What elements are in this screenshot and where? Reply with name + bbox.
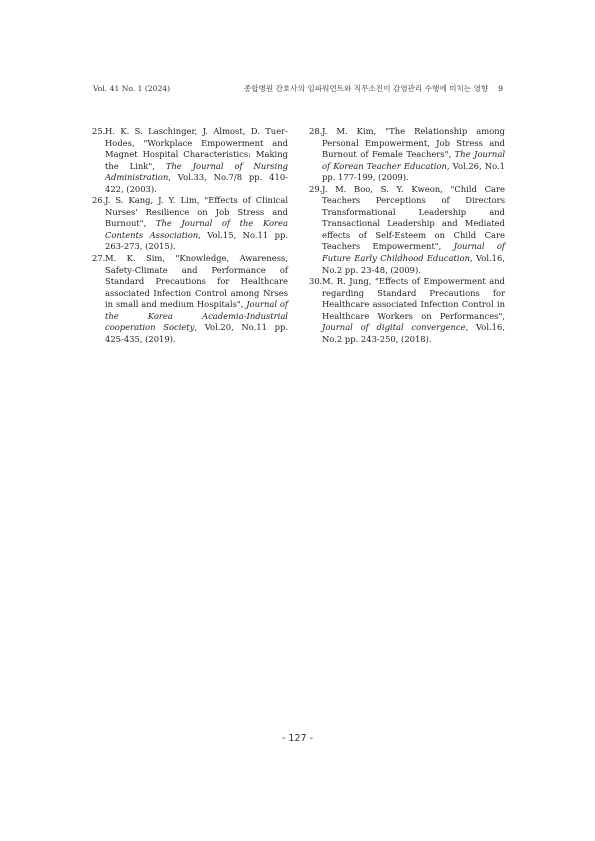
reference-journal: The Journal of Korean Teacher Education xyxy=(322,149,505,171)
references-column-left xyxy=(92,126,288,345)
reference-number: 29. xyxy=(309,183,323,194)
header-page-number: 9 xyxy=(498,84,503,93)
reference-volume-pages: , Vol.20, No.11 pp. 425-435, (2019). xyxy=(105,322,288,344)
reference-authors-title: J. S. Kang, J. Y. Lim, "Effects of Clinical Nurses' Resilience on Job Stress and Burnout", xyxy=(105,195,288,229)
reference-journal: The Journal of Nursing Administration xyxy=(105,160,289,183)
reference-volume-pages: , Vol.16, No.2 pp. 243-250, (2018). xyxy=(322,322,505,344)
reference-volume-pages: , Vol.33, No.7/8 pp. 410-422, (2003). xyxy=(105,172,288,194)
reference-journal: Journal of digital convergence xyxy=(322,322,466,333)
reference-entry-25 xyxy=(92,126,288,195)
reference-entry-30 xyxy=(309,276,505,345)
footer-page-number: - 127 - xyxy=(281,733,314,744)
reference-number: 28. xyxy=(309,126,323,136)
reference-entry-28 xyxy=(309,126,505,184)
reference-journal: Journal of the Korea Academia-Industrial cooperation Society xyxy=(105,299,289,333)
reference-volume-pages: , Vol.15, No.11 pp. 263-273, (2015). xyxy=(105,229,288,252)
page-footer xyxy=(0,733,595,745)
reference-authors-title: J. M. Boo, S. Y. Kweon, "Child Care Teachers Perceptions of Directors Transformational Leadership and Transactional Leadership and Mediated effects of Self-Esteem on Child Care Teachers Empowerment", xyxy=(322,183,505,252)
reference-number: 27. xyxy=(92,253,106,264)
reference-entry-26 xyxy=(92,195,288,253)
reference-journal: Journal of Future Early Childhood Education xyxy=(322,241,505,264)
reference-authors-title: J. M. Kim, "The Relationship among Personal Empowerment, Job Stress and Burnout of Female Teachers", xyxy=(322,126,505,160)
reference-number: 30. xyxy=(309,276,323,287)
journal-volume-issue: Vol. 41 No. 1 (2024) xyxy=(93,84,171,93)
running-title-group xyxy=(244,83,503,95)
reference-volume-pages: , Vol.16, No.2 pp. 23-48, (2009). xyxy=(322,253,505,275)
reference-number: 26. xyxy=(92,195,106,206)
running-header xyxy=(93,83,503,95)
reference-authors-title: M. K. Sim, "Knowledge, Awareness, Safety-Climate and Performance of Standard Precautions for Healthcare associated Infection Control among Nrses in small and medium Hospitals", xyxy=(105,253,288,310)
reference-entry-27 xyxy=(92,253,288,345)
reference-entry-29 xyxy=(309,184,505,276)
reference-journal: The Journal of the Korea Contents Association xyxy=(105,218,288,240)
reference-volume-pages: , Vol.26, No.1 pp. 177-199, (2009). xyxy=(322,160,505,183)
reference-authors-title: H. K. S. Laschinger, J. Almost, D. Tuer-Hodes, "Workplace Empowerment and Magnet Hospital Characteristics: Making the Link", xyxy=(105,126,288,171)
running-title: 종합병원 간호사의 임파워먼트와 직무소진이 감염관리 수행에 미치는 영향 xyxy=(243,84,489,93)
reference-authors-title: M. R. Jung, "Effects of Empowerment and regarding Standard Precautions for Healthcare associated Infection Control in Healthcare Workers on Performances", xyxy=(322,276,505,321)
reference-number: 25. xyxy=(92,126,106,136)
references-column-right xyxy=(309,126,505,345)
